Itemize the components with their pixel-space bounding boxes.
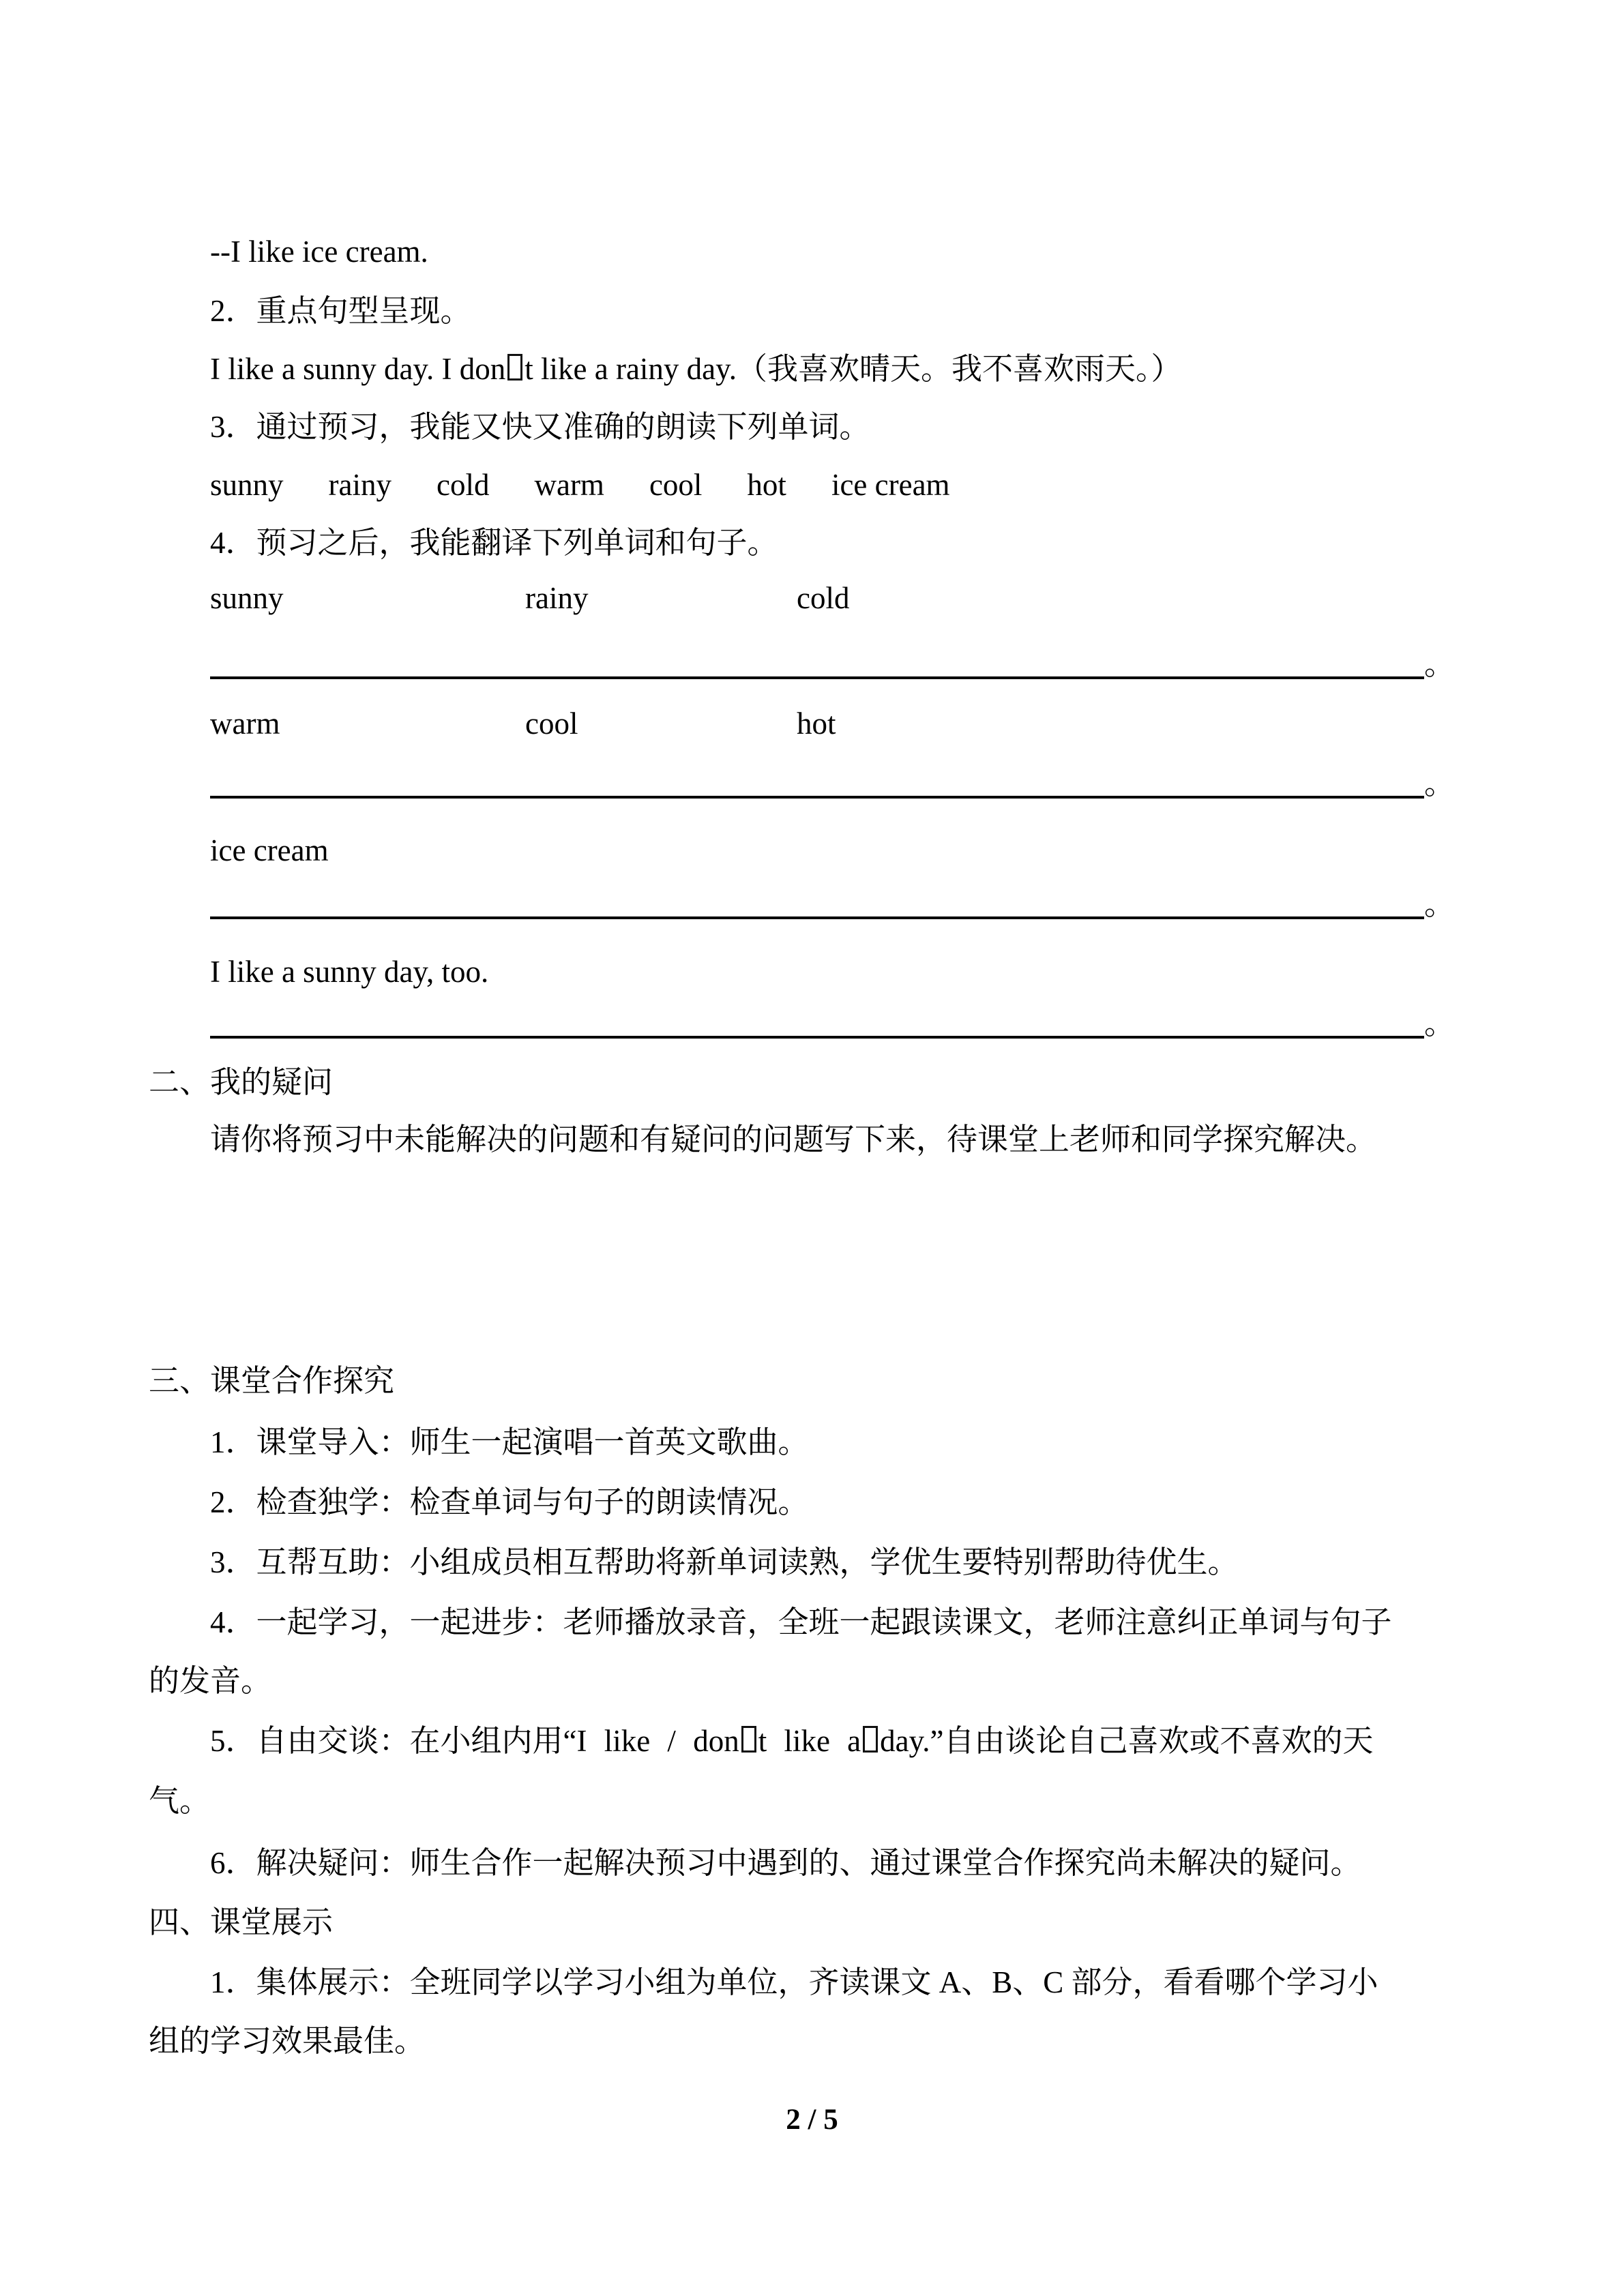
read-word: ice cream <box>831 468 950 502</box>
fullstop-text: 。 <box>1424 766 1456 801</box>
read-word: cold <box>436 468 490 502</box>
missing-glyph-box <box>863 1726 878 1753</box>
translate-word: cool <box>525 706 578 741</box>
section-3-item-3-text: 3．互帮互助：小组成员相互帮助将新单词读熟，学优生要特别帮助待优生。 <box>210 1545 1239 1579</box>
section-3-item-5-part-2: t like a <box>758 1724 861 1758</box>
fullstop-text: 。 <box>1424 1007 1456 1041</box>
translate-sentence-text: I like a sunny day, too. <box>210 955 489 989</box>
section-3-item-6-text: 6．解决疑问：师生合作一起解决预习中遇到的、通过课堂合作探究尚未解决的疑问。 <box>210 1846 1361 1880</box>
translate-word: hot <box>797 706 836 741</box>
read-word: warm <box>534 468 604 502</box>
section-4-item-1-text-2: 组的学习效果最佳。 <box>149 2024 426 2058</box>
translate-word: rainy <box>525 581 589 615</box>
section-3-item-2 <box>210 1482 809 1522</box>
answer-blank-4 <box>210 999 1455 1039</box>
section-3-heading-text: 三、课堂合作探究 <box>149 1364 395 1398</box>
section-3-heading <box>149 1361 394 1401</box>
item3-heading-text: 3．通过预习，我能又快又准确的朗读下列单词。 <box>210 410 870 444</box>
section-2-heading <box>149 1062 333 1102</box>
section-2-body-text: 请你将预习中未能解决的问题和有疑问的问题写下来，待课堂上老师和同学探究解决。 <box>210 1122 1377 1157</box>
section-3-item-5-text-2: 气。 <box>149 1784 211 1818</box>
page-number <box>0 2100 1624 2140</box>
section-3-item-6 <box>210 1843 1361 1883</box>
section-4-item-1-line-2 <box>149 2021 425 2061</box>
translate-word: warm <box>210 706 280 741</box>
item2-heading-text: 2．重点句型呈现。 <box>210 294 471 328</box>
section-3-item-5-part-3: day.”自由谈论自己喜欢或不喜欢的天 <box>880 1724 1374 1758</box>
section-4-heading <box>149 1903 333 1942</box>
section-3-item-2-text: 2．检查独学：检查单词与句子的朗读情况。 <box>210 1485 809 1519</box>
key-sentence-pre: I like a sunny day. I don <box>210 352 506 386</box>
key-sentence-post: t like a rainy day.（我喜欢晴天。我不喜欢雨天。） <box>525 352 1182 386</box>
answer-blank-1 <box>210 640 1455 679</box>
item4-heading-text: 4．预习之后，我能翻译下列单词和句子。 <box>210 526 778 560</box>
fullstop-text: 。 <box>1424 647 1456 681</box>
item4-heading-line <box>210 523 778 563</box>
answer-blank-2 <box>210 759 1455 799</box>
translate-words-row-1 <box>210 578 849 618</box>
section-4-item-1-text-1: 1．集体展示：全班同学以学习小组为单位，齐读课文 A、B、C 部分，看看哪个学习小 <box>210 1965 1378 1999</box>
missing-glyph-box <box>507 354 522 381</box>
section-2-heading-text: 二、我的疑问 <box>149 1065 334 1099</box>
translate-word: cold <box>797 581 850 615</box>
read-word: cool <box>649 468 703 502</box>
answer-underline <box>210 642 1424 679</box>
section-4-heading-text: 四、课堂展示 <box>149 1905 334 1939</box>
section-3-item-5-line-1 <box>210 1721 1373 1761</box>
answer-underline <box>210 1002 1424 1039</box>
translate-word: sunny <box>210 581 284 615</box>
translate-word: ice cream <box>210 833 329 867</box>
read-words-row <box>210 465 950 505</box>
section-4-item-1-line-1 <box>210 1963 1378 2002</box>
answer-underline <box>210 762 1424 799</box>
section-3-item-4-line-2 <box>149 1661 271 1701</box>
item2-heading-line <box>210 291 471 331</box>
section-3-item-1 <box>210 1422 809 1462</box>
page-number-text: 2 / 5 <box>786 2104 838 2136</box>
dialog-answer-line <box>210 232 428 271</box>
section-3-item-3 <box>210 1542 1239 1582</box>
read-word: rainy <box>328 468 392 502</box>
section-3-item-5-part-1: 5．自由交谈：在小组内用“I like / don <box>210 1724 739 1758</box>
section-2-body-line <box>210 1120 1376 1159</box>
translate-word-row-3 <box>210 831 329 870</box>
key-sentence-line <box>210 349 1181 389</box>
section-3-item-4-line-1 <box>210 1602 1392 1642</box>
fullstop-text: 。 <box>1424 887 1456 921</box>
dialog-answer-text: --I like ice cream. <box>210 235 428 269</box>
missing-glyph-box <box>741 1726 756 1753</box>
read-word: sunny <box>210 468 284 502</box>
read-word: hot <box>747 468 786 502</box>
section-3-item-4-text-2: 的发音。 <box>149 1664 272 1698</box>
section-3-item-1-text: 1．课堂导入：师生一起演唱一首英文歌曲。 <box>210 1425 809 1459</box>
translate-sentence-line <box>210 952 488 992</box>
translate-words-row-2 <box>210 704 836 743</box>
answer-underline <box>210 882 1424 919</box>
answer-blank-3 <box>210 880 1455 919</box>
section-3-item-4-text-1: 4．一起学习，一起进步：老师播放录音，全班一起跟读课文，老师注意纠正单词与句子 <box>210 1605 1392 1639</box>
item3-heading-line <box>210 407 870 447</box>
section-3-item-5-line-2 <box>149 1781 210 1821</box>
